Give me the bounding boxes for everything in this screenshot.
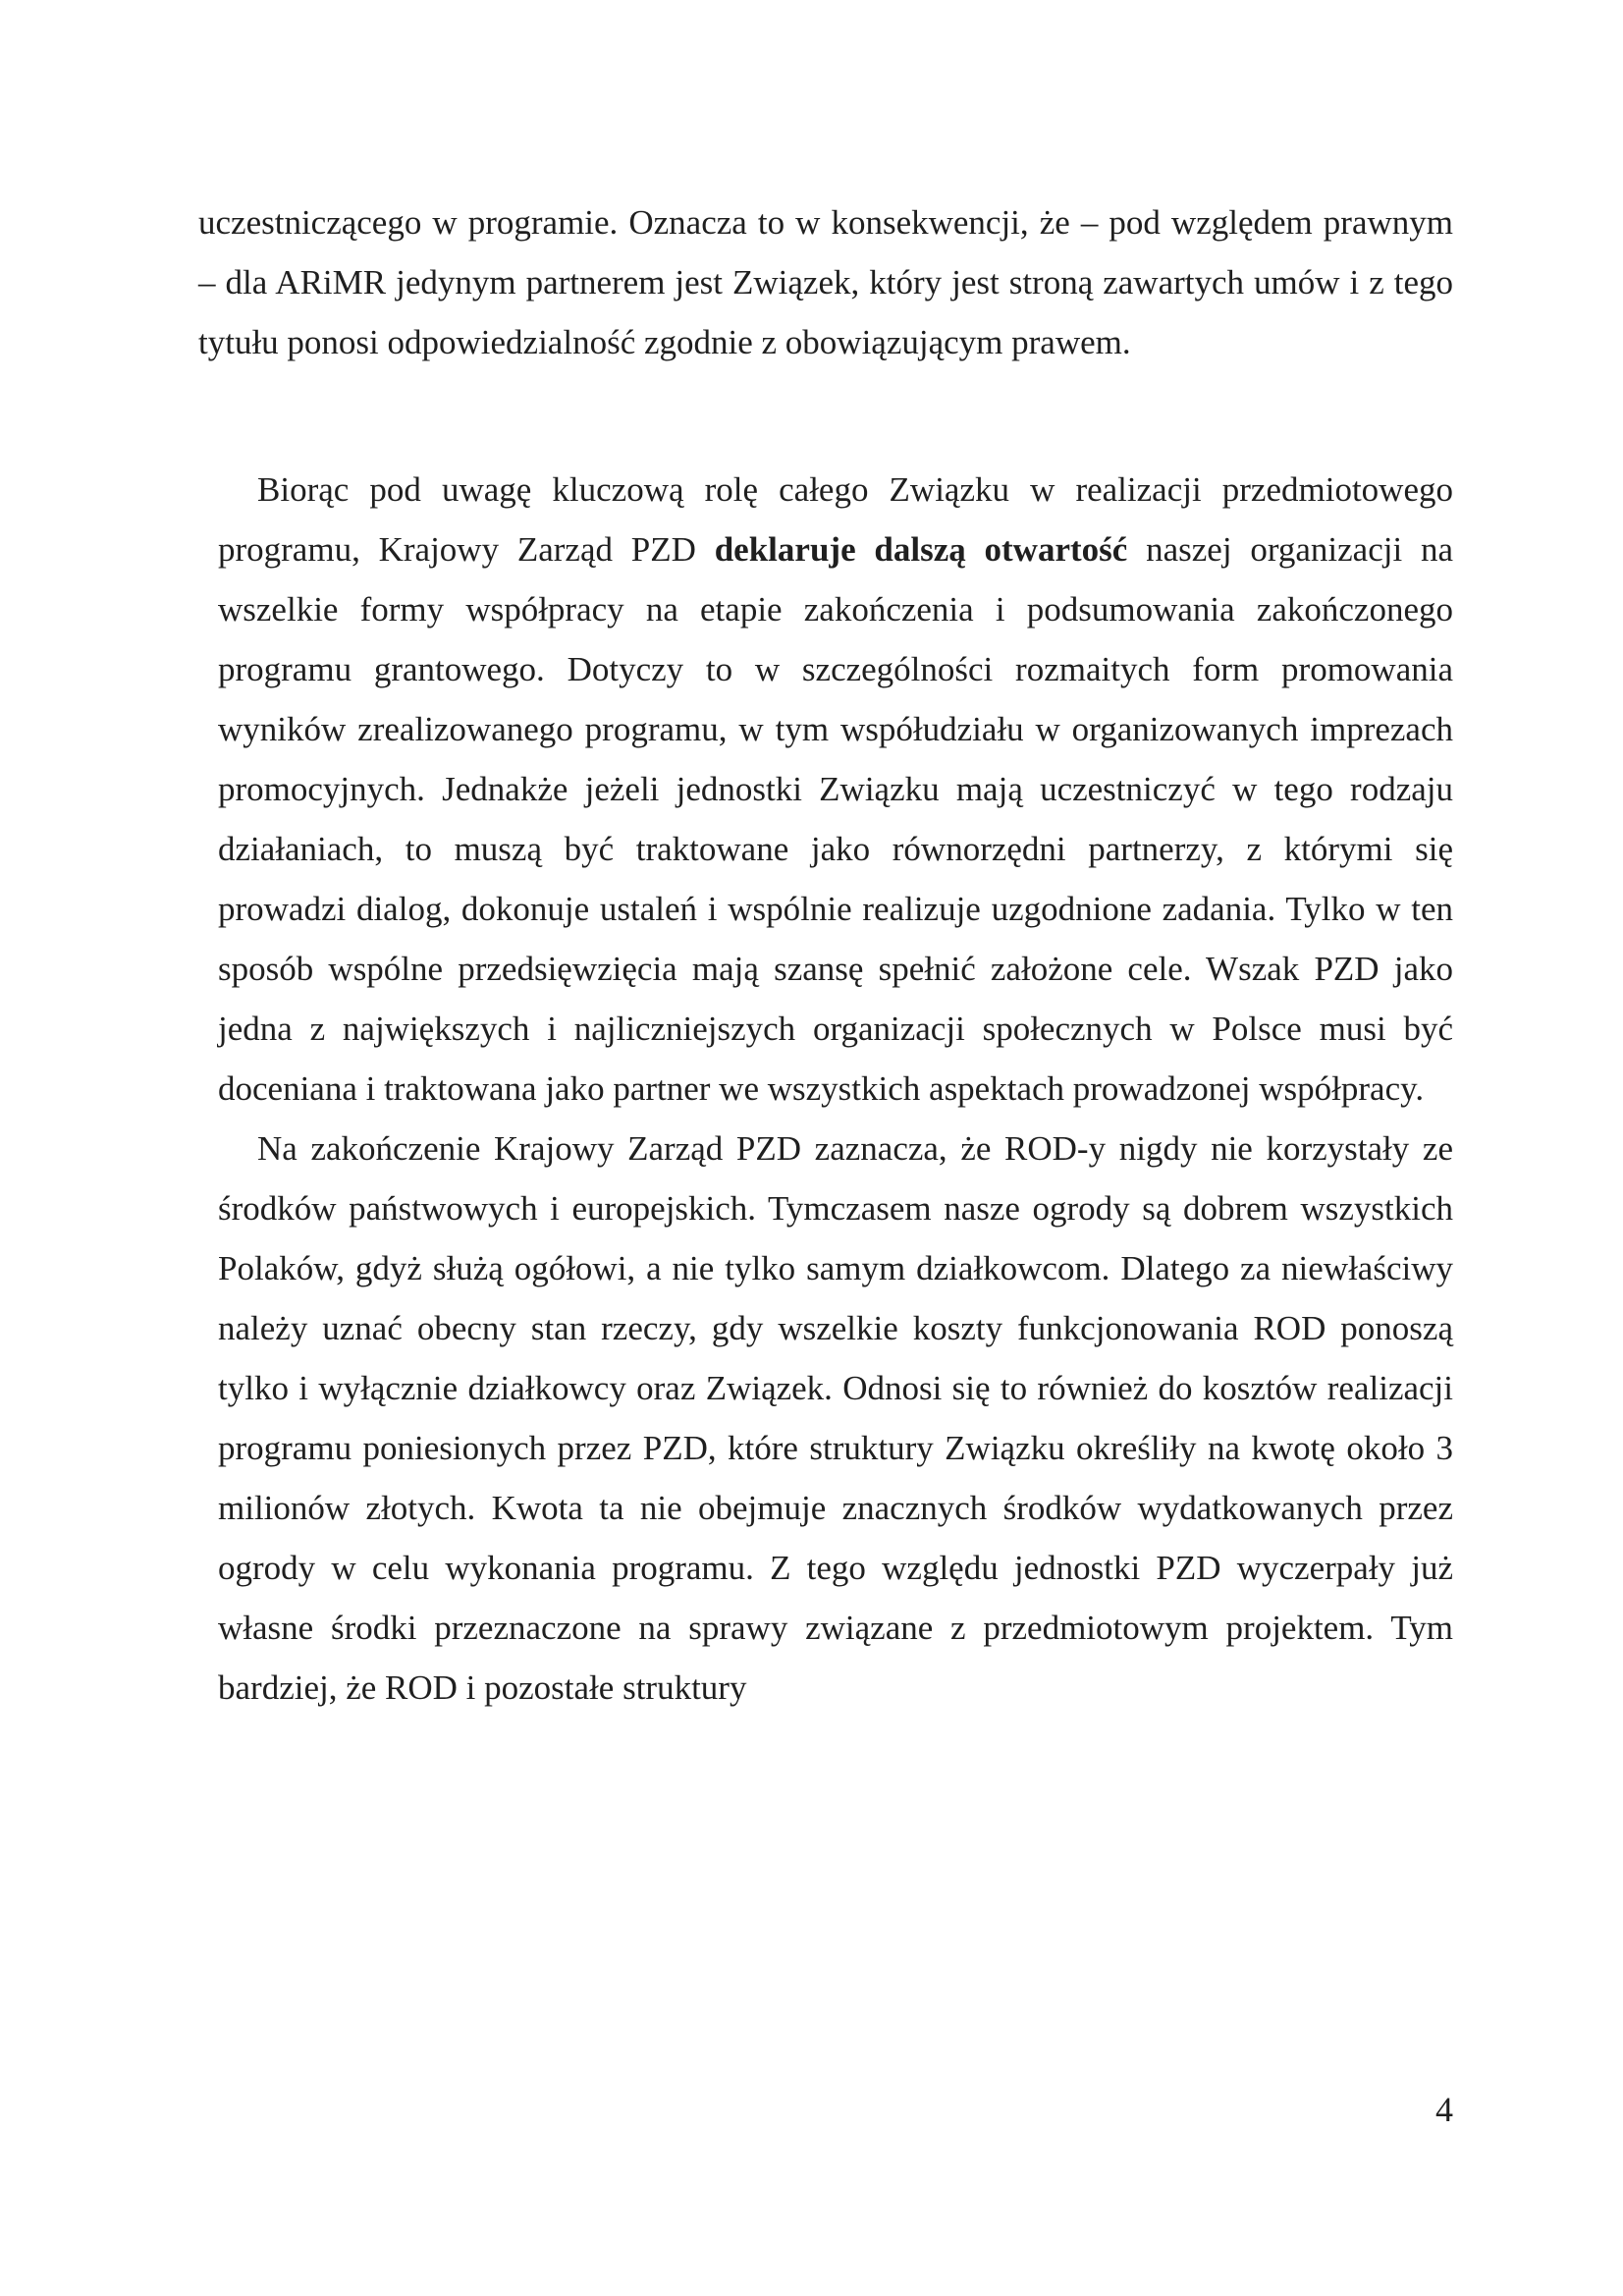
paragraph-3 (218, 1119, 1453, 1718)
paragraph-2-bold-emphasis: deklaruje dalszą otwartość (714, 530, 1128, 569)
paragraph-1-text: uczestniczącego w programie. Oznacza to w konsekwencji, że – pod względem prawnym – dla ARiMR jedynym partnerem jest Związek, który jest stroną zawartych umów i z tego tytułu ponosi odpowiedzialność zgodnie z obowiązującym prawem. (198, 203, 1453, 361)
paragraph-1 (198, 192, 1453, 372)
page-number: 4 (1435, 2090, 1453, 2129)
paragraph-3-text: Na zakończenie Krajowy Zarząd PZD zaznacza, że ROD-y nigdy nie korzystały ze środków państwowych i europejskich. Tymczasem nasze ogrody są dobrem wszystkich Polaków, gdyż służą ogółowi, a nie tylko samym działkowcom. Dlatego za niewłaściwy należy uznać obecny stan rzeczy, gdy wszelkie koszty funkcjonowania ROD ponoszą tylko i wyłącznie działkowcy oraz Związek. Odnosi się to również do kosztów realizacji programu poniesionych przez PZD, które struktury Związku określiły na kwotę około 3 milionów złotych. Kwota ta nie obejmuje znacznych środków wydatkowanych przez ogrody w celu wykonania programu. Z tego względu jednostki PZD wyczerpały już własne środki przeznaczone na sprawy związane z przedmiotowym projektem. Tym bardziej, że ROD i pozostałe struktury (218, 1129, 1453, 1707)
text-block-continuation (198, 192, 1453, 372)
paragraph-2 (218, 460, 1453, 1119)
paragraph-2-text-b: naszej organizacji na wszelkie formy współpracy na etapie zakończenia i podsumowania zakończonego programu grantowego. Dotyczy to w szczególności rozmaitych form promowania wyników zrealizowanego programu, w tym współudziału w organizowanych imprezach promocyjnych. Jednakże jeżeli jednostki Związku mają uczestniczyć w tego rodzaju działaniach, to muszą być traktowane jako równorzędni partnerzy, z którymi się prowadzi dialog, dokonuje ustaleń i wspólnie realizuje uzgodnione zadania. Tylko w ten sposób wspólne przedsięwzięcia mają szansę spełnić założone cele. Wszak PZD jako jedna z największych i najliczniejszych organizacji społecznych w Polsce musi być doceniana i traktowana jako partner we wszystkich aspektach prowadzonej współpracy. (218, 530, 1453, 1108)
paragraph-2-text-a: Biorąc pod uwagę kluczową rolę całego Związku w realizacji przedmiotowego programu, Krajowy Zarząd PZD (218, 470, 1453, 569)
text-block-main (218, 460, 1453, 1718)
